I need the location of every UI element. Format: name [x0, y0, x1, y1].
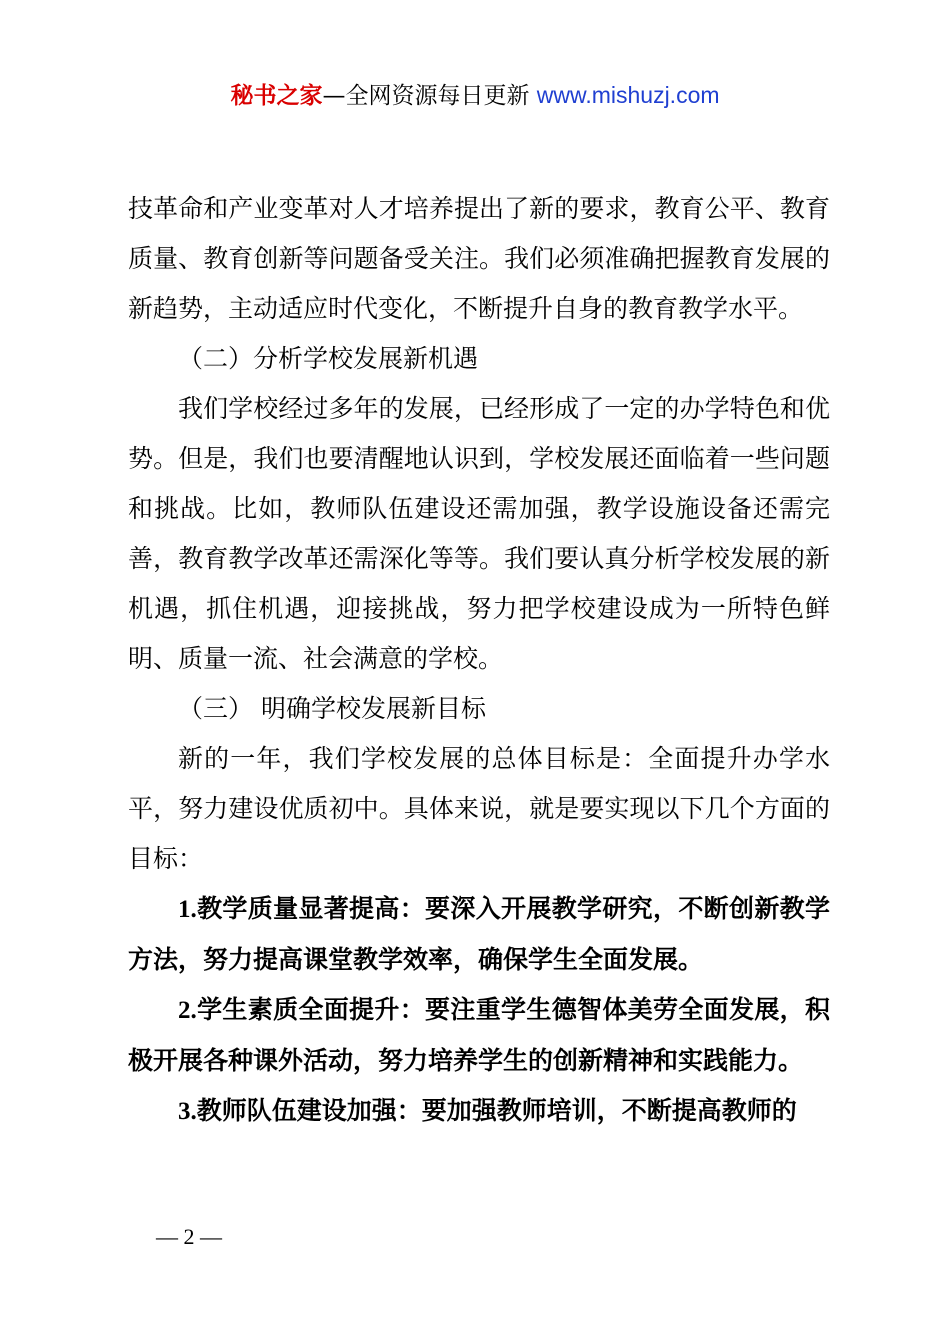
header-url[interactable]: www.mishuzj.com [536, 82, 720, 108]
goal-number: 3. [178, 1098, 197, 1125]
section-heading: （二）分析学校发展新机遇 [178, 344, 479, 373]
document-body [128, 184, 830, 1137]
goal-text: 学生素质全面提升：要注重学生德智体美劳全面发展，积极开展各种课外活动，努力培养学生的创新精神和实践能力。 [128, 995, 830, 1075]
goal-item [128, 1086, 830, 1137]
body-paragraph: 新的一年，我们学校发展的总体目标是：全面提升办学水平，努力建设优质初中。具体来说，就是要实现以下几个方面的目标： [128, 744, 830, 873]
goal-text: 教学质量显著提高：要深入开展教学研究，不断创新教学方法，努力提高课堂教学效率，确保学生全面发展。 [128, 894, 830, 974]
section-heading: （三） 明确学校发展新目标 [178, 694, 486, 723]
goal-number: 2. [178, 997, 197, 1024]
goal-item [128, 985, 830, 1086]
page-number: — 2 — [156, 1224, 222, 1249]
page-header [0, 78, 950, 113]
header-tagline: —全网资源每日更新 [322, 83, 530, 109]
header-brand: 秘书之家 [230, 83, 323, 109]
body-paragraph: 我们学校经过多年的发展，已经形成了一定的办学特色和优势。但是，我们也要清醒地认识到，学校发展还面临着一些问题和挑战。比如，教师队伍建设还需加强，教学设施设备还需完善，教育教学改革还需深化等等。我们要认真分析学校发展的新机遇，抓住机遇，迎接挑战，努力把学校建设成为一所特色鲜明、质量一流、社会满意的学校。 [128, 394, 830, 673]
goal-text: 教师队伍建设加强：要加强教师培训，不断提高教师的 [196, 1096, 797, 1125]
goal-item [128, 884, 830, 985]
body-paragraph: 技革命和产业变革对人才培养提出了新的要求，教育公平、教育质量、教育创新等问题备受关注。我们必须准确把握教育发展的新趋势，主动适应时代变化，不断提升自身的教育教学水平。 [128, 194, 830, 323]
goal-number: 1. [178, 896, 197, 923]
